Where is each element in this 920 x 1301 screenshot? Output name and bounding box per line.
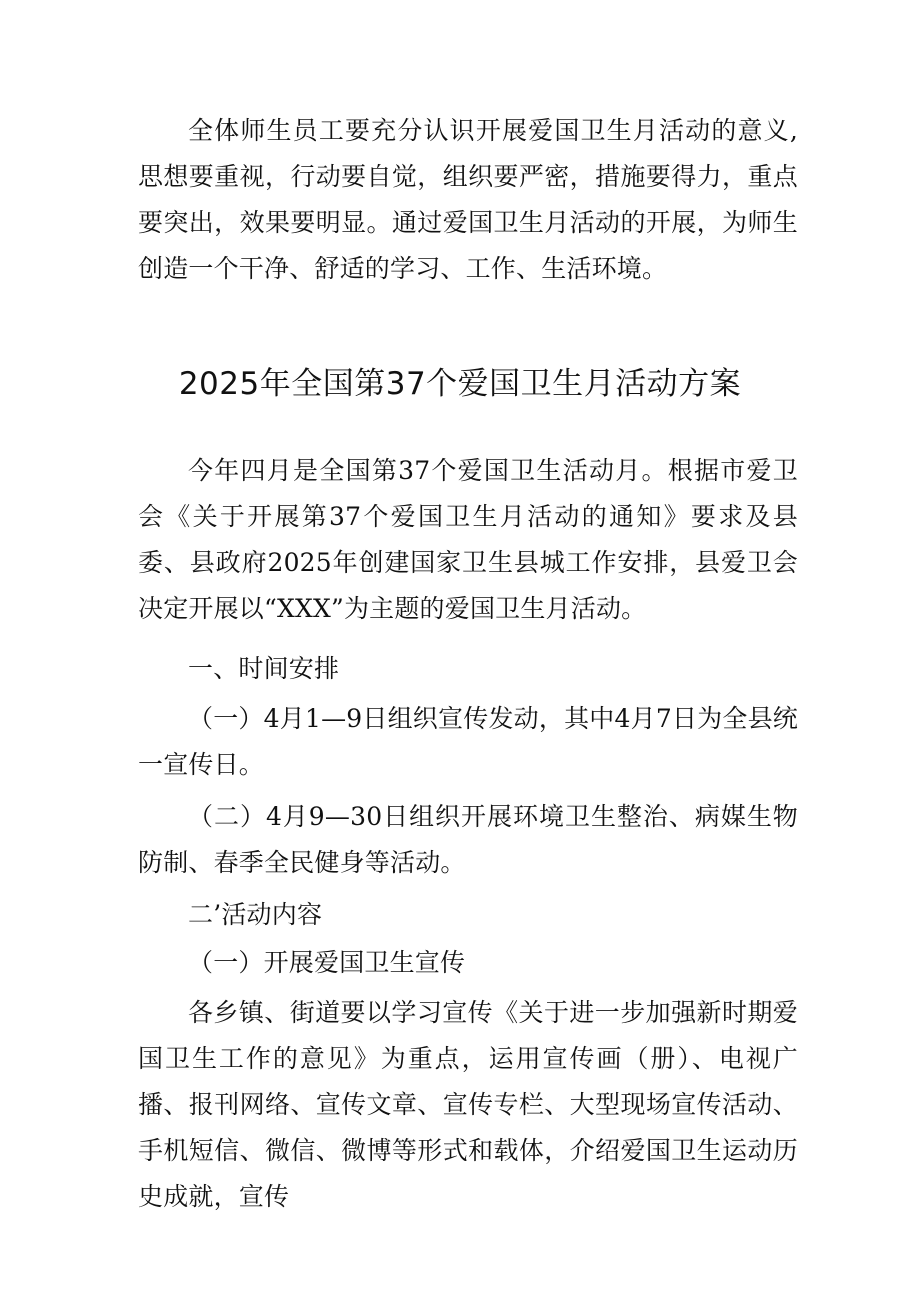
paragraph-schedule-item-2: （二）4月9—30日组织开展环境卫生整治、病媒生物防制、春季全民健身等活动。 [138, 802, 798, 877]
heading-activity-content: 二’活动内容 [188, 900, 323, 929]
heading-time-schedule: 一、时间安排 [188, 654, 340, 683]
paragraph-publicity: 各乡镇、街道要以学习宣传《关于进一步加强新时期爱国卫生工作的意见》为重点，运用宣传画（册）、电视广播、报刊网络、宣传文章、宣传专栏、大型现场宣传活动、手机短信、微信、微博等形式和载体，介绍爱国卫生运动历史成就，宣传 [138, 998, 798, 1211]
document-title: 2025年全国第37个爱国卫生月活动方案 [178, 366, 742, 402]
paragraph-schedule-item-1: （一）4月1—9日组织宣传发动，其中4月7日为全县统一宣传日。 [138, 704, 798, 779]
paragraph-background: 今年四月是全国第37个爱国卫生活动月。根据市爱卫会《关于开展第37个爱国卫生月活动的通知》要求及县委、县政府2025年创建国家卫生县城工作安排，县爱卫会决定开展以“XXX”为主题的爱国卫生月活动。 [138, 456, 798, 623]
intro-paragraph: 全体师生员工要充分认识开展爱国卫生月活动的意义,思想要重视，行动要自觉，组织要严密，措施要得力，重点要突出，效果要明显。通过爱国卫生月活动的开展，为师生创造一个干净、舒适的学习、工作、生活环境。 [138, 116, 798, 283]
subheading-publicity: （一）开展爱国卫生宣传 [188, 948, 466, 977]
